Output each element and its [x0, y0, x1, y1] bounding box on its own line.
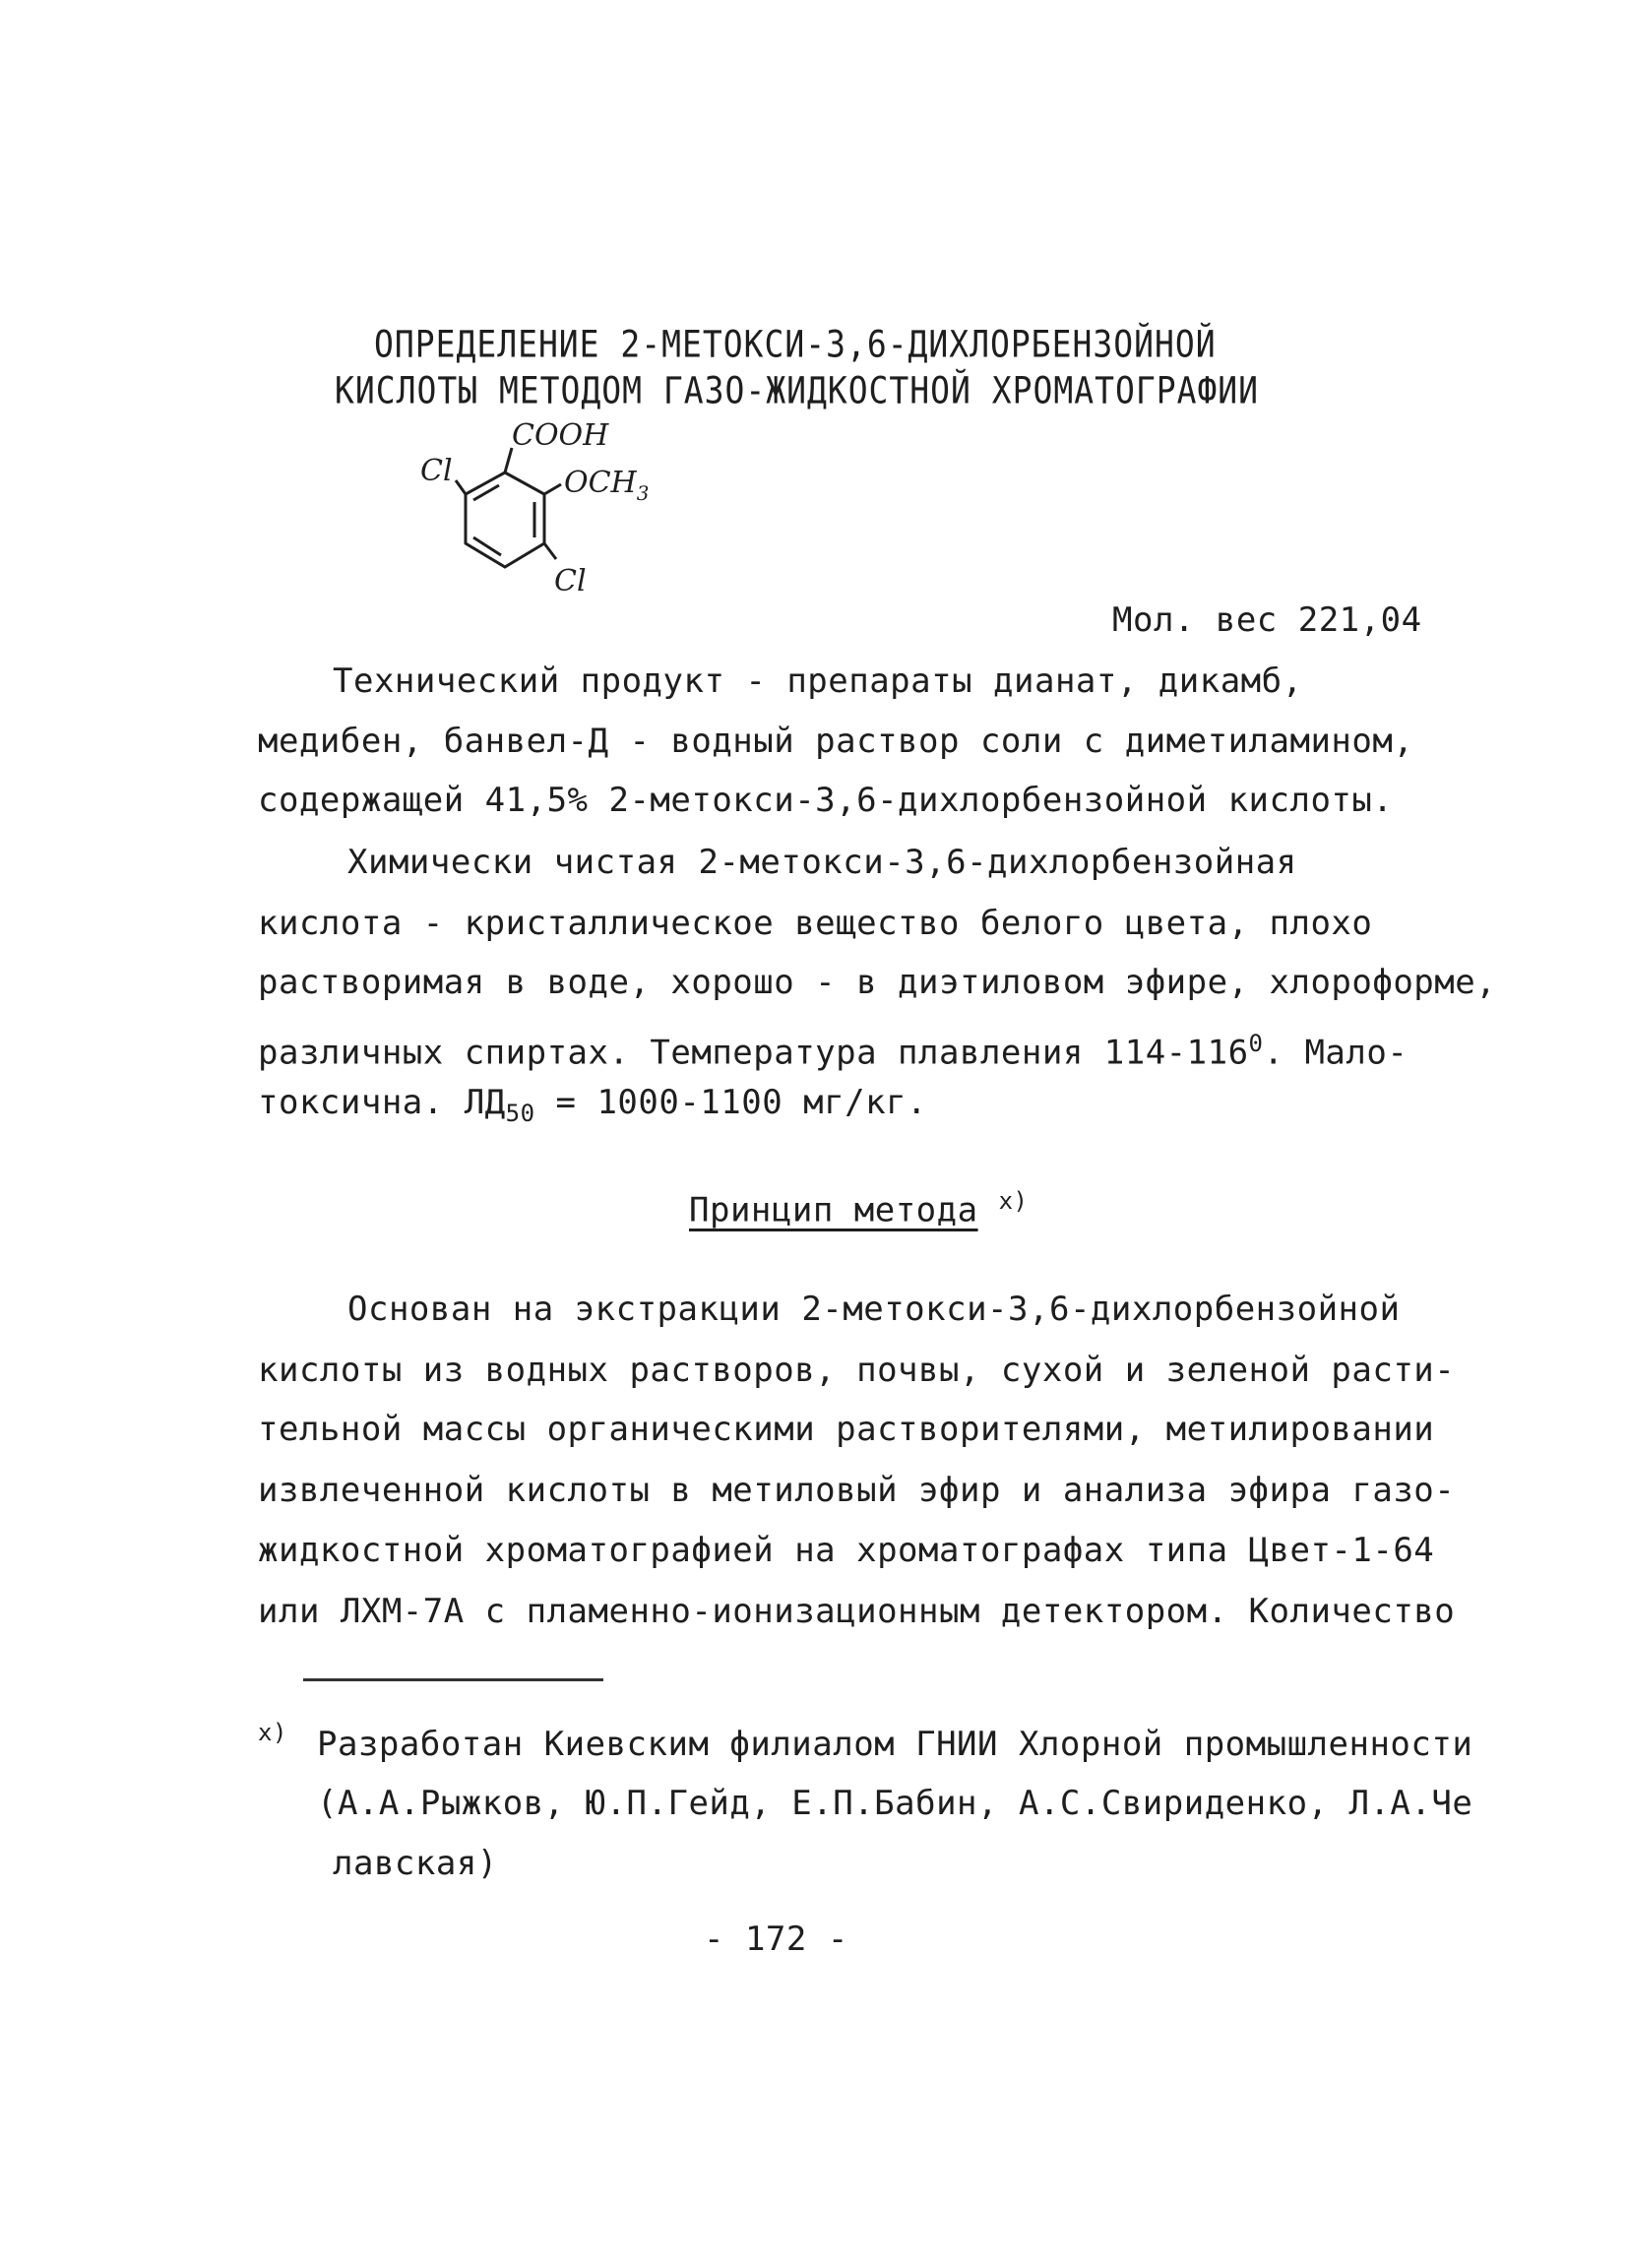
title-line-1: ОПРЕДЕЛЕНИЕ 2-МЕТОКСИ-3,6-ДИХЛОРБЕНЗОЙНОЙ	[374, 323, 1217, 366]
section-heading: Принцип метода	[689, 1190, 978, 1230]
page-number: - 172 -	[704, 1920, 848, 1959]
footnote-marker	[258, 1713, 287, 1761]
para2-line-5-text: токсична. ЛД	[258, 1083, 506, 1122]
och3-subscript: 3	[636, 481, 650, 505]
para2-line-3: растворимая в воде, хорошо - в диэтиловом эфире, хлороформе,	[258, 963, 1497, 1002]
molecular-weight: Мол. вес 221,04	[1112, 600, 1422, 640]
para2-line-1: Химически чистая 2-метокси-3,6-дихлорбензойная	[347, 843, 1297, 882]
para2-line-4-text: различных спиртах. Температура плавления 114-116	[258, 1033, 1249, 1073]
footnote-divider	[303, 1678, 603, 1681]
chemical-structure	[418, 418, 650, 620]
heading-footnote-marker: x)	[998, 1187, 1029, 1215]
para2-line-2: кислота - кристаллическое вещество белого цвета, плохо	[258, 904, 1373, 943]
och3-base: OCH	[564, 466, 637, 500]
para2-line-4-end: . Мало-	[1263, 1033, 1409, 1073]
footnote-marker-text: x)	[258, 1719, 287, 1746]
ld50-subscript: 50	[505, 1099, 535, 1127]
para2-line-4	[258, 1024, 1408, 1072]
para1-line-1: Технический продукт - препараты дианат, дикамб,	[333, 662, 1303, 701]
title-line-2: КИСЛОТЫ МЕТОДОМ ГАЗО-ЖИДКОСТНОЙ ХРОМАТОГРАФИИ	[335, 369, 1260, 412]
cl-bottom-label: Cl	[554, 564, 587, 598]
footnote-line-1: Разработан Киевским филиалом ГНИИ Хлорной промышленности	[317, 1725, 1473, 1764]
och3-label	[564, 466, 649, 505]
ld50-value: = 1000-1100 мг/кг.	[534, 1083, 927, 1122]
footnote-line-3: лавская)	[333, 1844, 498, 1883]
cl-top-label: Cl	[420, 454, 453, 488]
section-heading-line	[689, 1181, 1028, 1229]
para3-line-3: тельной массы органическими растворителями, метилировании	[258, 1410, 1435, 1449]
para1-line-3: содержащей 41,5% 2-метокси-3,6-дихлорбензойной кислоты.	[258, 781, 1394, 820]
para3-line-1: Основан на экстракции 2-метокси-3,6-дихлорбензойной	[347, 1290, 1401, 1329]
para1-line-2: медибен, банвел-Д - водный раствор соли с диметиламином,	[258, 722, 1414, 761]
para3-line-6: или ЛХМ-7А с пламенно-ионизационным детектором. Количество	[258, 1592, 1456, 1631]
cooh-label: COOH	[512, 418, 609, 453]
para3-line-2: кислоты из водных растворов, почвы, сухой и зеленой расти-	[258, 1351, 1456, 1390]
para3-line-4: извлеченной кислоты в метиловый эфир и анализа эфира газо-	[258, 1471, 1456, 1510]
para3-line-5: жидкостной хроматографией на хроматографах типа Цвет-1-64	[258, 1531, 1435, 1570]
para2-line-5	[258, 1083, 927, 1133]
footnote-line-2: (А.А.Рыжков, Ю.П.Гейд, Е.П.Бабин, А.С.Свириденко, Л.А.Че	[317, 1784, 1473, 1823]
degree-mark: 0	[1248, 1030, 1264, 1057]
